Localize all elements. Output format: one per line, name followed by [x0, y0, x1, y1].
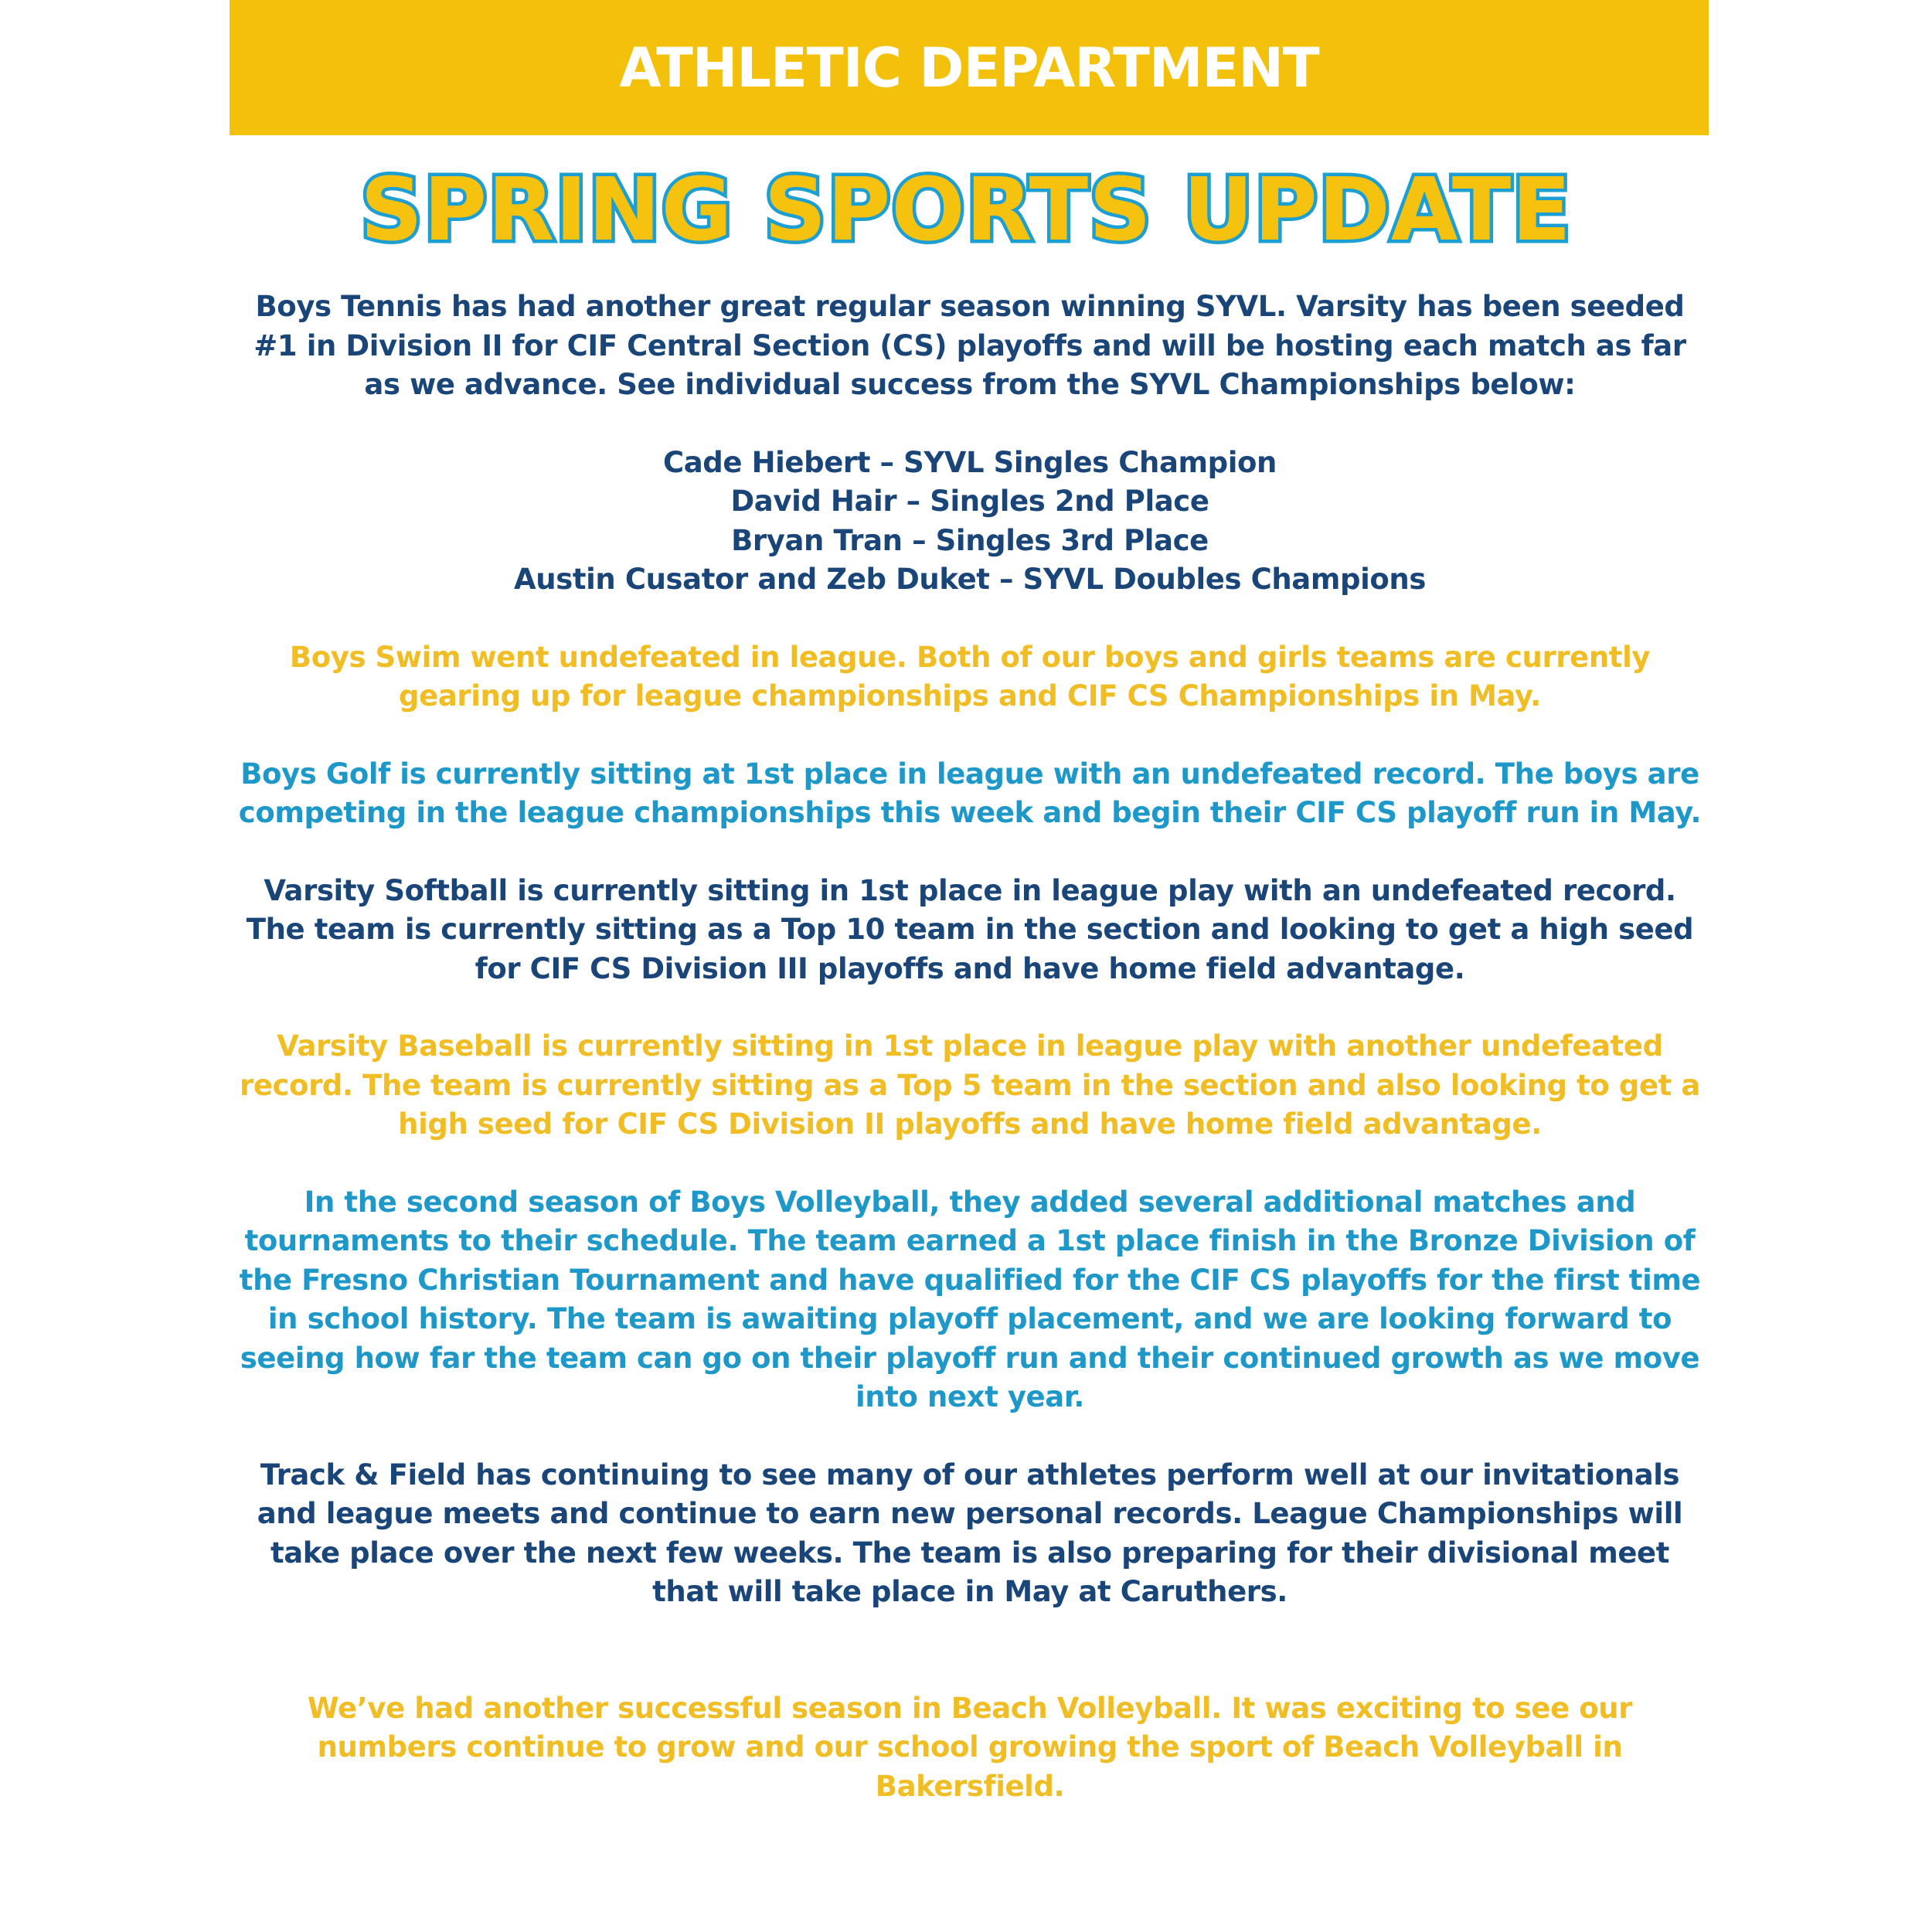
volleyball-paragraph: In the second season of Boys Volleyball, they added several additional matches and tournaments to their schedule. The team earned a 1st place finish in the Bronze Division of the Fresno Christian Tournament and have qualified for the CIF CS playoffs for the first time in school history. The team is awaiting playoff placement, and we are looking forward to seeing how far the team can go on their playoff run and their continued growth as we move into next year. — [239, 1185, 1701, 1413]
golf-paragraph: Boys Golf is currently sitting at 1st place in league with an undefeated record. The boys are competing in the league championships this week and begin their CIF CS playoff run in May. — [238, 757, 1702, 829]
softball-paragraph: Varsity Softball is currently sitting in 1st place in league play with an undefeated record. The team is currently sitting as a Top 10 team in the section and looking to get a high seed for CIF CS Division III playoffs and have home field advantage. — [246, 873, 1694, 985]
tennis-results-list — [236, 444, 1704, 600]
track-paragraph: Track & Field has continuing to see many of our athletes perform well at our invitationals and league meets and continue to earn new personal records. League Championships will take place over the next few weeks. The team is also preparing for their divisional meet that will take place in May at Caruthers. — [257, 1458, 1683, 1608]
tennis-result-item: David Hair – Singles 2nd Place — [730, 485, 1209, 518]
update-content — [236, 287, 1704, 1845]
beach-volleyball-paragraph: We’ve had another successful season in Beach Volleyball. It was exciting to see our numbers continue to grow and our school growing the sport of Beach Volleyball in Bakersfield. — [307, 1691, 1633, 1803]
baseball-paragraph: Varsity Baseball is currently sitting in 1st place in league play with another undefeated record. The team is currently sitting as a Top 5 team in the section and also looking to get a high seed for CIF CS Division II playoffs and have home field advantage. — [239, 1029, 1700, 1141]
tennis-result-item: Bryan Tran – Singles 3rd Place — [731, 523, 1209, 557]
header-banner — [230, 0, 1709, 135]
tennis-result-item: Cade Hiebert – SYVL Singles Champion — [662, 445, 1277, 479]
page-headline: SPRING SPORTS UPDATE — [360, 160, 1572, 260]
tennis-paragraph: Boys Tennis has had another great regular season winning SYVL. Varsity has been seeded #1 in Division II for CIF Central Section (CS) playoffs and will be hosting each match as far as we advance. See individual success from the SYVL Championships below: — [253, 290, 1686, 401]
banner-title: ATHLETIC DEPARTMENT — [619, 36, 1319, 100]
swim-paragraph: Boys Swim went undefeated in league. Both of our boys and girls teams are currently gearing up for league championships and CIF CS Championships in May. — [289, 640, 1651, 713]
tennis-result-item: Austin Cusator and Zeb Duket – SYVL Doubles Champions — [514, 563, 1426, 596]
